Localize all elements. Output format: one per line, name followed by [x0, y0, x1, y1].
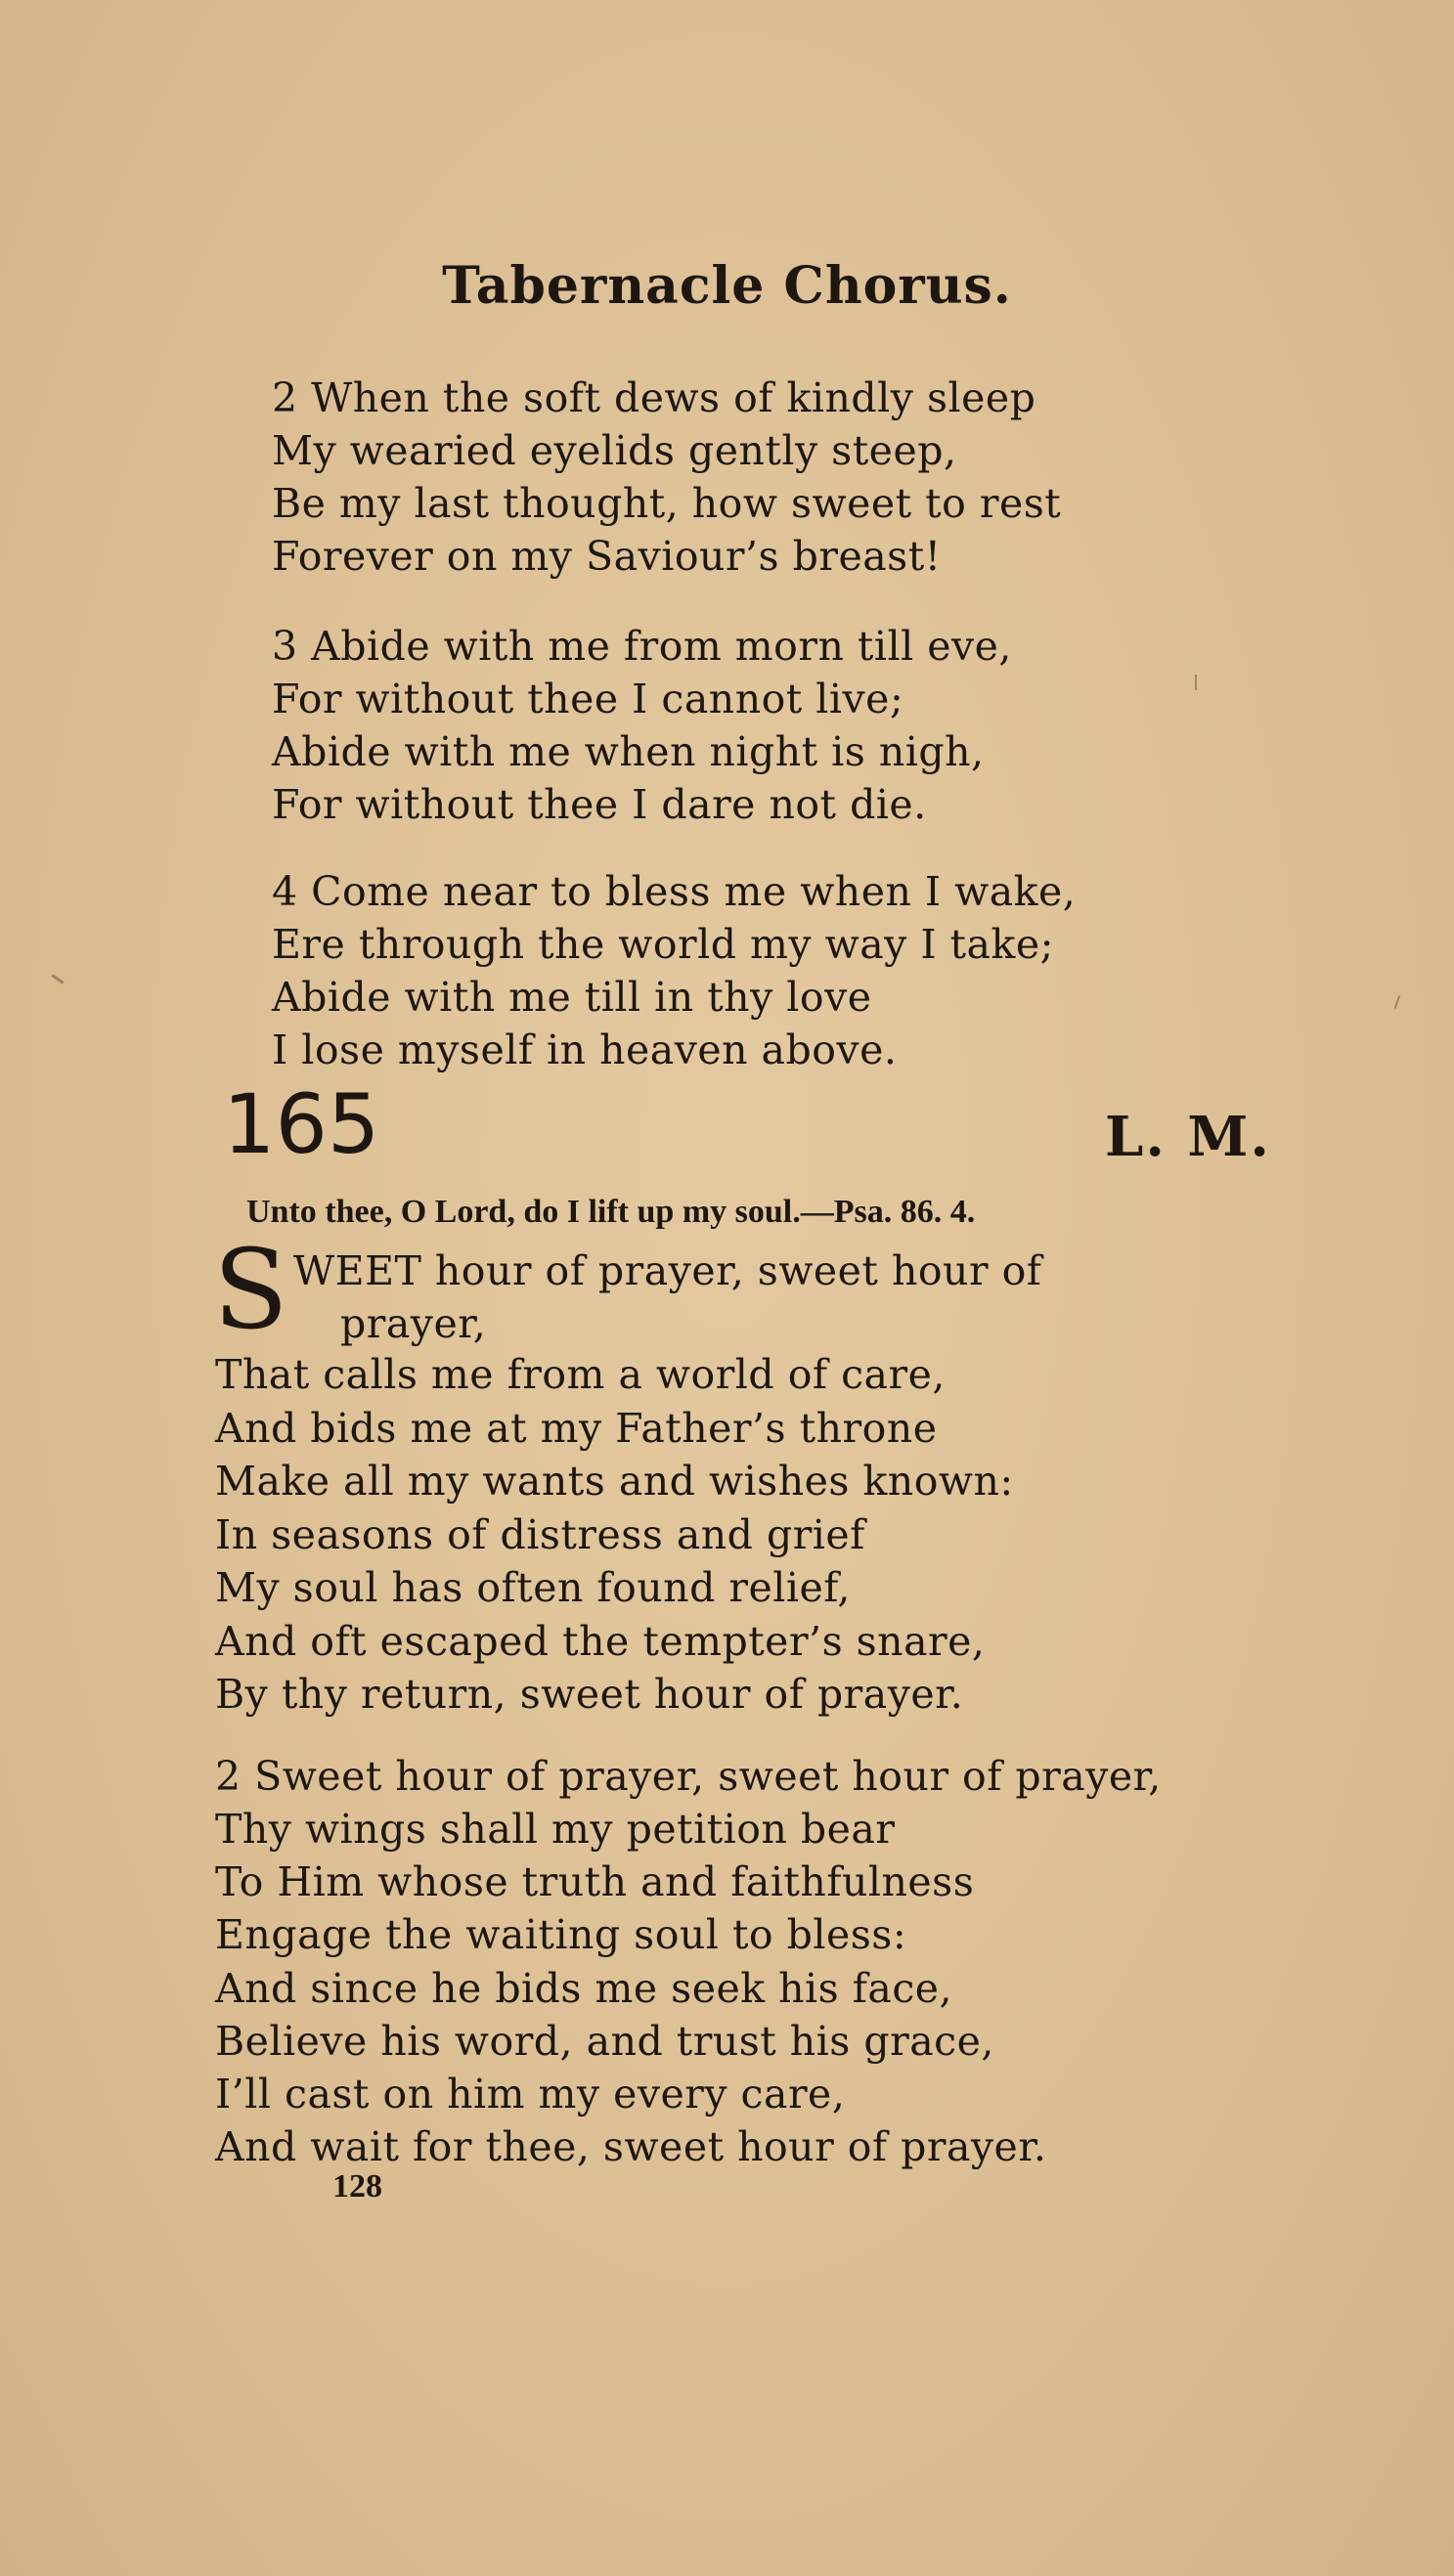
verse-line: Ere through the world my way I take; — [272, 921, 1054, 968]
verse-line: Believe his word, and trust his grace, — [215, 2018, 994, 2065]
verse-line: Abide with me when night is nigh, — [272, 728, 985, 775]
verse-line: Make all my wants and wishes known: — [215, 1458, 1014, 1505]
verse-line: I’ll cast on him my every care, — [215, 2071, 846, 2118]
verse-line: For without thee I cannot live; — [272, 676, 904, 722]
verse-line: And wait for thee, sweet hour of prayer. — [215, 2123, 1047, 2170]
verse-line: For without thee I dare not die. — [272, 781, 927, 828]
verse-line: In seasons of distress and grief — [215, 1511, 865, 1558]
verse-line: I lose myself in heaven above. — [272, 1026, 898, 1073]
verse-line: 3 Abide with me from morn till eve, — [272, 623, 1012, 670]
paper-blemish — [1195, 675, 1197, 690]
verse-line: My soul has often found relief, — [215, 1564, 851, 1611]
verse-line: And oft escaped the tempter’s snare, — [215, 1618, 986, 1665]
verse-line: prayer, — [340, 1300, 487, 1347]
page-number: 128 — [332, 2168, 382, 2205]
verse-line: Thy wings shall my petition bear — [215, 1806, 896, 1853]
verse-line: Engage the waiting soul to bless: — [215, 1911, 907, 1958]
verse-line: And since he bids me seek his face, — [215, 1965, 953, 2012]
scripture-epigraph: Unto thee, O Lord, do I lift up my soul.—Psa. 86. 4. — [246, 1194, 976, 1230]
verse-line: My wearied eyelids gently steep, — [272, 427, 957, 474]
drop-cap: S — [213, 1227, 288, 1354]
verse-line: And bids me at my Father’s throne — [215, 1405, 938, 1452]
verse-line: By thy return, sweet hour of prayer. — [215, 1671, 964, 1718]
running-title: Tabernacle Chorus. — [442, 256, 1012, 316]
verse-line: 4 Come near to bless me when I wake, — [272, 868, 1077, 915]
verse-line: Be my last thought, how sweet to rest — [272, 480, 1062, 527]
verse-line: 2 Sweet hour of prayer, sweet hour of prayer, — [215, 1753, 1162, 1800]
verse-line: Abide with me till in thy love — [272, 974, 872, 1021]
hymn-meter: L. M. — [1105, 1105, 1271, 1169]
verse-line: That calls me from a world of care, — [215, 1351, 946, 1398]
verse-line: 2 When the soft dews of kindly sleep — [272, 374, 1036, 421]
verse-line: To Him whose truth and faithfulness — [215, 1858, 975, 1905]
hymn-number: 165 — [223, 1076, 380, 1172]
verse-line: WEET hour of prayer, sweet hour of — [293, 1247, 1042, 1294]
verse-line: Forever on my Saviour’s breast! — [272, 533, 942, 580]
